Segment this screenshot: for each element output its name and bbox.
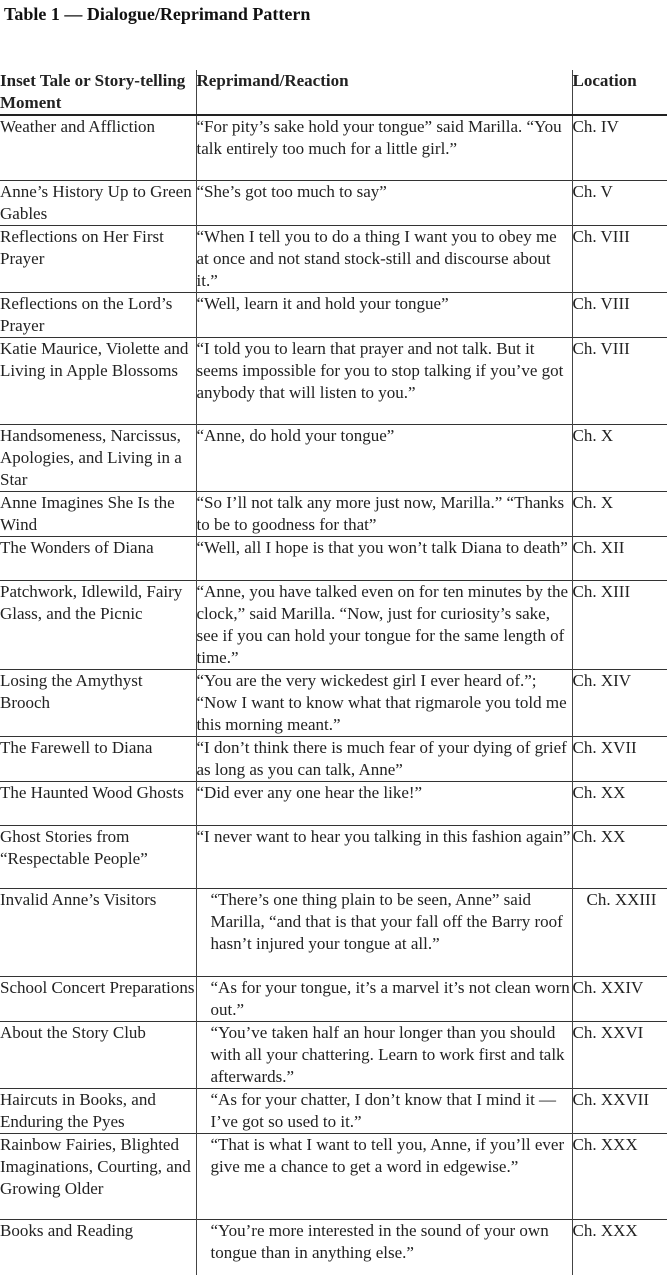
reprimand-table bbox=[0, 70, 667, 1275]
reaction-cell: “You are the very wickedest girl I ever heard of.”; “Now I want to know what that rigmarole you told me this morning meant.” bbox=[196, 669, 572, 736]
reaction-cell: “Well, all I hope is that you won’t talk Diana to death” bbox=[196, 536, 572, 580]
reaction-cell: “I never want to hear you talking in this fashion again” bbox=[196, 825, 572, 888]
location-cell: Ch. X bbox=[572, 491, 667, 536]
reaction-cell: “She’s got too much to say” bbox=[196, 180, 572, 225]
tale-cell: Katie Maurice, Violette and Living in Apple Blossoms bbox=[0, 337, 196, 424]
reaction-cell: “So I’ll not talk any more just now, Marilla.” “Thanks to be to goodness for that” bbox=[196, 491, 572, 536]
location-cell: Ch. VIII bbox=[572, 292, 667, 337]
reaction-cell: “You’re more interested in the sound of your own tongue than in anything else.” bbox=[196, 1219, 572, 1275]
header-row bbox=[0, 70, 667, 115]
location-cell: Ch. X bbox=[572, 424, 667, 491]
column-header-tale: Inset Tale or Story-telling Moment bbox=[0, 70, 196, 115]
reaction-cell: “Anne, do hold your tongue” bbox=[196, 424, 572, 491]
table-row bbox=[0, 669, 667, 736]
location-cell: Ch. XVII bbox=[572, 736, 667, 781]
table-row bbox=[0, 1021, 667, 1088]
table-row bbox=[0, 781, 667, 825]
table-row bbox=[0, 1219, 667, 1275]
reaction-cell: “There’s one thing plain to be seen, Anne” said Marilla, “and that is that your fall off the Barry roof hasn’t injured your tongue at all.” bbox=[196, 888, 572, 976]
reaction-cell: “As for your tongue, it’s a marvel it’s not clean worn out.” bbox=[196, 976, 572, 1021]
table-row bbox=[0, 976, 667, 1021]
table-row bbox=[0, 580, 667, 669]
location-cell: Ch. XII bbox=[572, 536, 667, 580]
table-row bbox=[0, 536, 667, 580]
table-row bbox=[0, 115, 667, 180]
table-row bbox=[0, 292, 667, 337]
table-row bbox=[0, 736, 667, 781]
location-cell: Ch. XX bbox=[572, 825, 667, 888]
tale-cell: Patchwork, Idlewild, Fairy Glass, and the Picnic bbox=[0, 580, 196, 669]
reaction-cell: “As for your chatter, I don’t know that I mind it — I’ve got so used to it.” bbox=[196, 1088, 572, 1133]
location-cell: Ch. V bbox=[572, 180, 667, 225]
tale-cell: Books and Reading bbox=[0, 1219, 196, 1275]
tale-cell: Losing the Amythyst Brooch bbox=[0, 669, 196, 736]
tale-cell: Anne Imagines She Is the Wind bbox=[0, 491, 196, 536]
reaction-cell: “I told you to learn that prayer and not talk. But it seems impossible for you to stop talking if you’ve got anybody that will listen to you.” bbox=[196, 337, 572, 424]
tale-cell: Anne’s History Up to Green Gables bbox=[0, 180, 196, 225]
location-cell: Ch. VIII bbox=[572, 225, 667, 292]
reaction-cell: “For pity’s sake hold your tongue” said Marilla. “You talk entirely too much for a little girl.” bbox=[196, 115, 572, 180]
tale-cell: School Concert Preparations bbox=[0, 976, 196, 1021]
table-row bbox=[0, 225, 667, 292]
table-row bbox=[0, 180, 667, 225]
reaction-cell: “I don’t think there is much fear of your dying of grief as long as you can talk, Anne” bbox=[196, 736, 572, 781]
location-cell: Ch. XXIV bbox=[572, 976, 667, 1021]
table-row bbox=[0, 1133, 667, 1219]
reaction-cell: “Well, learn it and hold your tongue” bbox=[196, 292, 572, 337]
table-row bbox=[0, 424, 667, 491]
table-row bbox=[0, 491, 667, 536]
tale-cell: Weather and Affliction bbox=[0, 115, 196, 180]
location-cell: Ch. IV bbox=[572, 115, 667, 180]
tale-cell: Reflections on Her First Prayer bbox=[0, 225, 196, 292]
location-cell: Ch. XXVI bbox=[572, 1021, 667, 1088]
location-cell: Ch. XXX bbox=[572, 1133, 667, 1219]
table-row bbox=[0, 888, 667, 976]
table-title: Table 1 — Dialogue/Reprimand Pattern bbox=[4, 4, 311, 24]
tale-cell: The Haunted Wood Ghosts bbox=[0, 781, 196, 825]
tale-cell: About the Story Club bbox=[0, 1021, 196, 1088]
table-row bbox=[0, 337, 667, 424]
column-header-reaction: Reprimand/Reaction bbox=[196, 70, 572, 115]
tale-cell: Ghost Stories from “Respectable People” bbox=[0, 825, 196, 888]
location-cell: Ch. XIII bbox=[572, 580, 667, 669]
tale-cell: Rainbow Fairies, Blighted Imaginations, Courting, and Growing Older bbox=[0, 1133, 196, 1219]
tale-cell: The Wonders of Diana bbox=[0, 536, 196, 580]
location-cell: Ch. XXX bbox=[572, 1219, 667, 1275]
tale-cell: Invalid Anne’s Visitors bbox=[0, 888, 196, 976]
reaction-cell: “Did ever any one hear the like!” bbox=[196, 781, 572, 825]
tale-cell: Reflections on the Lord’s Prayer bbox=[0, 292, 196, 337]
tale-cell: Handsomeness, Narcissus, Apologies, and Living in a Star bbox=[0, 424, 196, 491]
reaction-cell: “You’ve taken half an hour longer than you should with all your chattering. Learn to work first and talk afterwards.” bbox=[196, 1021, 572, 1088]
location-cell: Ch. XX bbox=[572, 781, 667, 825]
location-cell: Ch. XXVII bbox=[572, 1088, 667, 1133]
tale-cell: Haircuts in Books, and Enduring the Pyes bbox=[0, 1088, 196, 1133]
reaction-cell: “When I tell you to do a thing I want you to obey me at once and not stand stock-still and discourse about it.” bbox=[196, 225, 572, 292]
location-cell: Ch. XXIII bbox=[572, 888, 667, 976]
location-cell: Ch. VIII bbox=[572, 337, 667, 424]
table-row bbox=[0, 1088, 667, 1133]
table-row bbox=[0, 825, 667, 888]
location-cell: Ch. XIV bbox=[572, 669, 667, 736]
reaction-cell: “Anne, you have talked even on for ten minutes by the clock,” said Marilla. “Now, just for curiosity’s sake, see if you can hold your tongue for the same length of time.” bbox=[196, 580, 572, 669]
reaction-cell: “That is what I want to tell you, Anne, if you’ll ever give me a chance to get a word in edgewise.” bbox=[196, 1133, 572, 1219]
tale-cell: The Farewell to Diana bbox=[0, 736, 196, 781]
column-header-location: Location bbox=[572, 70, 667, 115]
